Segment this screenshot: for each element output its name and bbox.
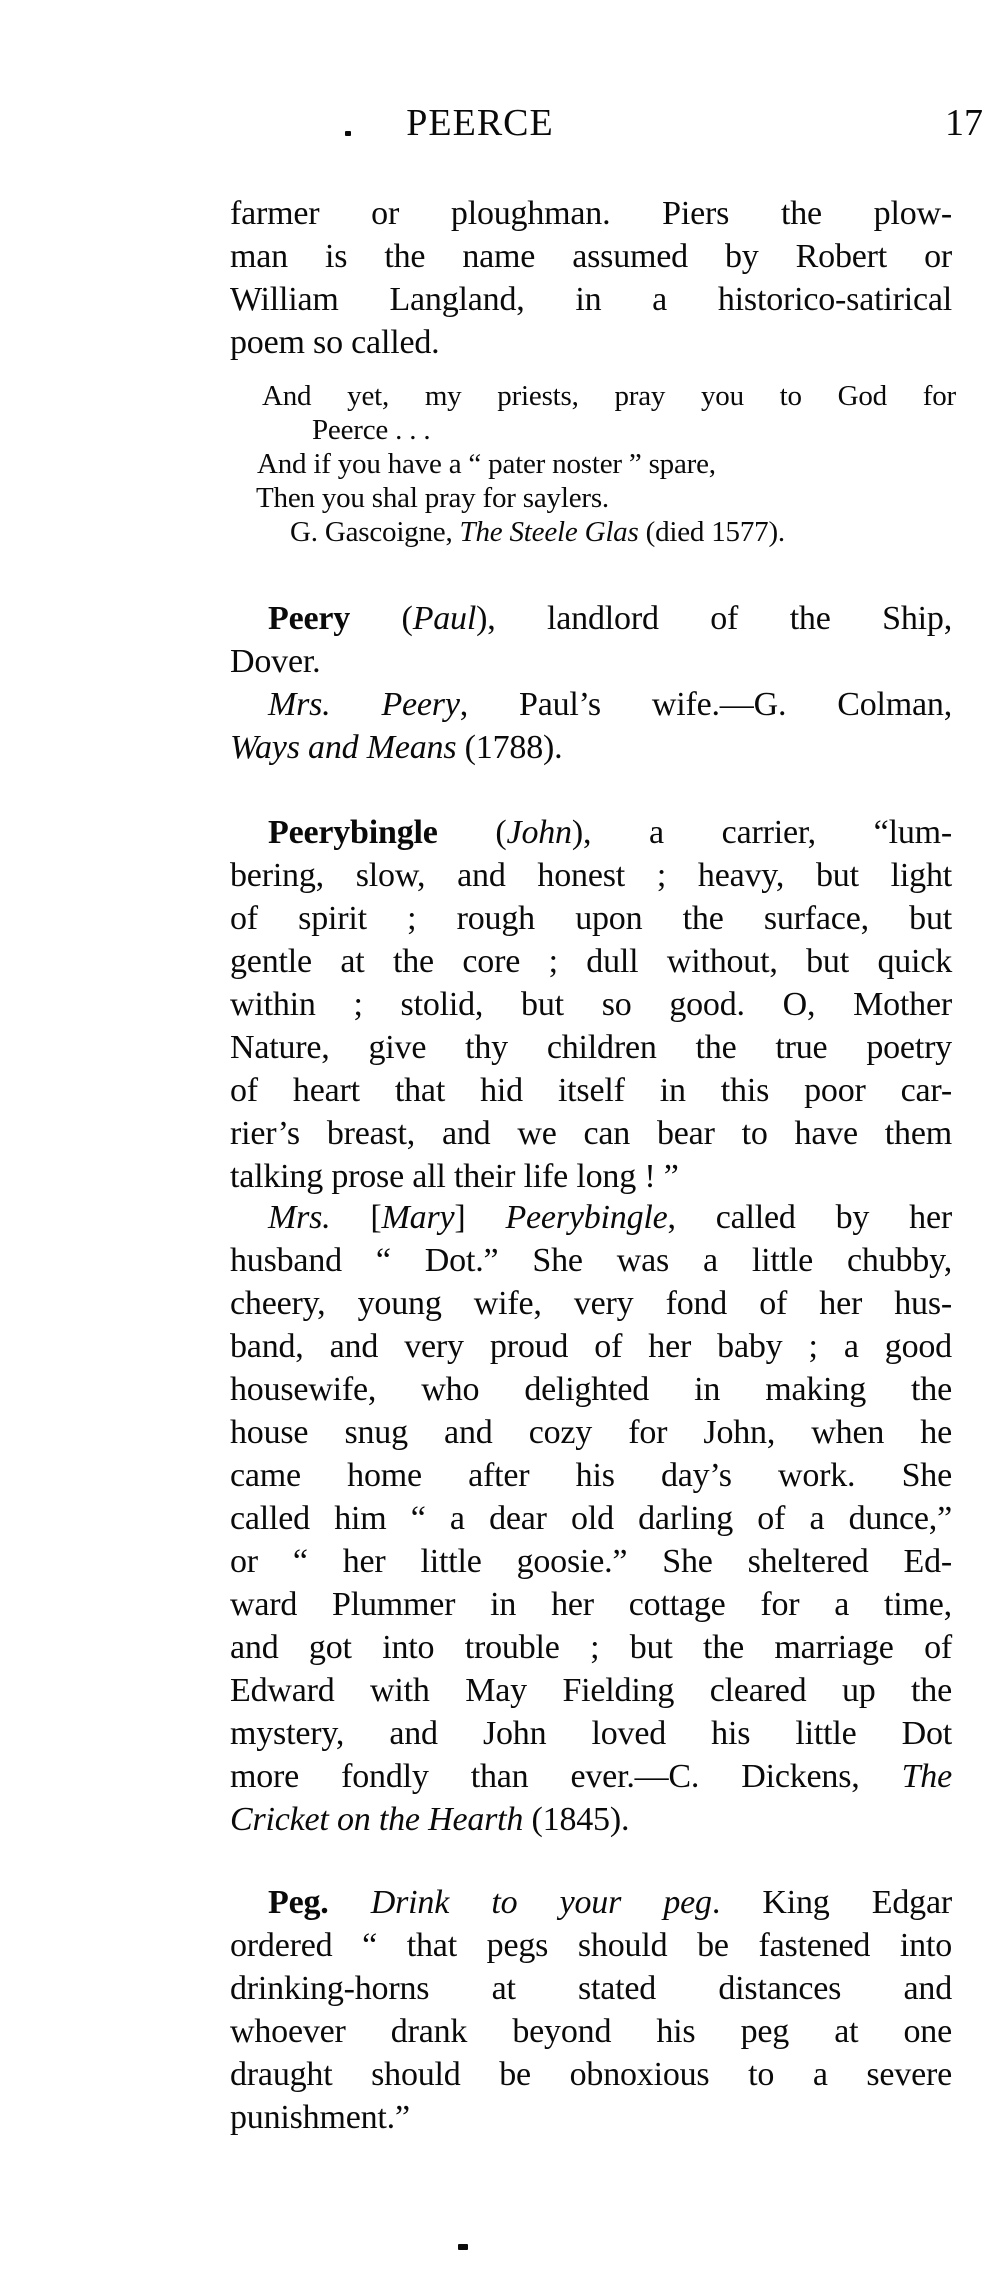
text-segment bbox=[329, 1884, 371, 1921]
text-line bbox=[230, 1669, 952, 1712]
text-line bbox=[256, 379, 956, 413]
peery-entry-paragraph-1 bbox=[230, 597, 952, 683]
text-line bbox=[230, 2053, 952, 2096]
text-segment: Peerybingle bbox=[505, 1199, 668, 1236]
text-segment: ), landlord of the Ship, bbox=[476, 600, 952, 637]
text-line bbox=[256, 515, 956, 549]
text-line bbox=[230, 1069, 952, 1112]
text-line bbox=[230, 1026, 952, 1069]
text-line bbox=[230, 1626, 952, 1669]
text-segment: Mrs. bbox=[268, 1199, 331, 1236]
text-line bbox=[230, 321, 952, 364]
text-line bbox=[230, 1967, 952, 2010]
text-segment: husband “ Dot.” She was a little chubby, bbox=[230, 1242, 952, 1279]
text-line bbox=[230, 1712, 952, 1755]
text-segment: farmer or ploughman. Piers the plow- bbox=[230, 195, 952, 232]
text-line bbox=[230, 1411, 952, 1454]
peg-entry-paragraph bbox=[230, 1881, 952, 2139]
text-segment: whoever drank beyond his peg at one bbox=[230, 2013, 952, 2050]
text-line bbox=[230, 1368, 952, 1411]
text-line bbox=[230, 854, 952, 897]
peery-entry-paragraph-2 bbox=[230, 683, 952, 769]
text-line bbox=[230, 1454, 952, 1497]
entry-headword: Peg. bbox=[268, 1884, 329, 1921]
text-segment: . King Edgar bbox=[711, 1884, 952, 1921]
text-line bbox=[230, 1798, 952, 1841]
text-segment: G. Gascoigne, bbox=[290, 516, 460, 548]
text-line bbox=[256, 413, 956, 447]
guide-word: PEERCE bbox=[406, 102, 554, 144]
text-segment: or “ her little goosie.” She sheltered Ed- bbox=[230, 1543, 952, 1580]
text-segment: poem so called. bbox=[230, 324, 440, 361]
text-segment: (1788). bbox=[456, 729, 563, 766]
text-segment: The bbox=[901, 1758, 952, 1795]
text-segment: draught should be obnoxious to a severe bbox=[230, 2056, 952, 2093]
text-line bbox=[230, 1112, 952, 1155]
text-segment: more fondly than ever.—C. Dickens, bbox=[230, 1758, 902, 1795]
text-line bbox=[230, 811, 952, 854]
text-segment: within ; stolid, but so good. O, Mother bbox=[230, 986, 952, 1023]
text-line bbox=[230, 1881, 952, 1924]
text-segment: ( bbox=[350, 600, 413, 637]
text-line bbox=[230, 726, 952, 769]
text-segment: Drink to your peg bbox=[370, 1884, 712, 1921]
text-segment: ( bbox=[437, 814, 507, 851]
text-line bbox=[230, 1155, 952, 1198]
text-line bbox=[256, 447, 956, 481]
peerybingle-entry-paragraph-2 bbox=[230, 1196, 952, 1841]
text-line bbox=[230, 1755, 952, 1798]
text-line bbox=[230, 2010, 952, 2053]
text-segment: house snug and cozy for John, when he bbox=[230, 1414, 952, 1451]
text-segment: And if you have a “ pater noster ” spare, bbox=[257, 448, 716, 480]
text-line bbox=[230, 235, 952, 278]
text-segment: of heart that hid itself in this poor car- bbox=[230, 1072, 952, 1109]
text-line bbox=[230, 1924, 952, 1967]
text-segment: band, and very proud of her baby ; a good bbox=[230, 1328, 952, 1365]
text-segment: Edward with May Fielding cleared up the bbox=[230, 1672, 952, 1709]
text-segment: came home after his day’s work. She bbox=[230, 1457, 952, 1494]
text-line bbox=[230, 1196, 952, 1239]
text-line bbox=[230, 940, 952, 983]
entry-headword: Peerybingle bbox=[268, 814, 438, 851]
text-line bbox=[230, 983, 952, 1026]
text-segment: , called by her bbox=[667, 1199, 952, 1236]
text-segment: man is the name assumed by Robert or bbox=[230, 238, 952, 275]
text-segment: The Steele Glas bbox=[459, 516, 639, 548]
text-segment: [ bbox=[330, 1199, 382, 1236]
text-segment: Paul bbox=[412, 600, 477, 637]
text-segment: Nature, give thy children the true poetry bbox=[230, 1029, 952, 1066]
text-segment: Then you shal pray for saylers. bbox=[256, 482, 609, 514]
text-segment: Cricket on the Hearth bbox=[230, 1801, 524, 1838]
text-segment: Dover. bbox=[230, 643, 321, 680]
text-segment: mystery, and John loved his little Dot bbox=[230, 1715, 952, 1752]
text-segment: cheery, young wife, very fond of her hus- bbox=[230, 1285, 952, 1322]
text-line bbox=[230, 1583, 952, 1626]
text-segment: (1845). bbox=[523, 1801, 630, 1838]
text-segment: William Langland, in a historico-satirical bbox=[230, 281, 952, 318]
text-segment: ), a carrier, “lum- bbox=[571, 814, 952, 851]
text-segment: Mary bbox=[381, 1199, 455, 1236]
text-line bbox=[230, 683, 952, 726]
text-segment: housewife, who delighted in making the bbox=[230, 1371, 952, 1408]
text-segment: John bbox=[506, 814, 572, 851]
text-line bbox=[230, 597, 952, 640]
text-segment: Peerce . . . bbox=[312, 414, 431, 446]
text-segment: bering, slow, and honest ; heavy, but light bbox=[230, 857, 952, 894]
entry-headword: Peery bbox=[268, 600, 351, 637]
text-line bbox=[230, 1239, 952, 1282]
ink-speck bbox=[345, 131, 351, 136]
text-segment: gentle at the core ; dull without, but quick bbox=[230, 943, 952, 980]
text-line bbox=[230, 278, 952, 321]
text-line bbox=[230, 1282, 952, 1325]
text-line bbox=[230, 2096, 952, 2139]
text-segment: (died 1577). bbox=[638, 516, 785, 548]
text-segment: , Paul’s wife.—G. Colman, bbox=[459, 686, 952, 723]
text-segment: Mrs. Peery bbox=[268, 686, 460, 723]
page-number: 17 bbox=[945, 102, 983, 144]
text-segment: And yet, my priests, pray you to God for bbox=[262, 380, 956, 412]
text-line bbox=[230, 1497, 952, 1540]
text-line bbox=[230, 192, 952, 235]
text-segment: punishment.” bbox=[230, 2099, 410, 2136]
text-line bbox=[230, 1325, 952, 1368]
text-segment: ordered “ that pegs should be fastened into bbox=[230, 1927, 952, 1964]
text-line bbox=[230, 1540, 952, 1583]
text-segment: ] bbox=[454, 1199, 506, 1236]
text-segment: ward Plummer in her cottage for a time, bbox=[230, 1586, 952, 1623]
text-segment: called him “ a dear old darling of a dunce,” bbox=[230, 1500, 952, 1537]
text-line bbox=[230, 897, 952, 940]
verse-quote bbox=[256, 379, 956, 549]
text-segment: of spirit ; rough upon the surface, but bbox=[230, 900, 952, 937]
text-line bbox=[230, 640, 952, 683]
text-segment: Ways and Means bbox=[230, 729, 457, 766]
ink-speck bbox=[458, 2244, 468, 2250]
text-segment: and got into trouble ; but the marriage of bbox=[230, 1629, 952, 1666]
text-segment: drinking-horns at stated distances and bbox=[230, 1970, 952, 2007]
text-line bbox=[256, 481, 956, 515]
entry-continuation-paragraph bbox=[230, 192, 952, 364]
text-segment: rier’s breast, and we can bear to have them bbox=[230, 1115, 952, 1152]
peerybingle-entry-paragraph-1 bbox=[230, 811, 952, 1198]
text-segment: talking prose all their life long ! ” bbox=[230, 1158, 679, 1195]
